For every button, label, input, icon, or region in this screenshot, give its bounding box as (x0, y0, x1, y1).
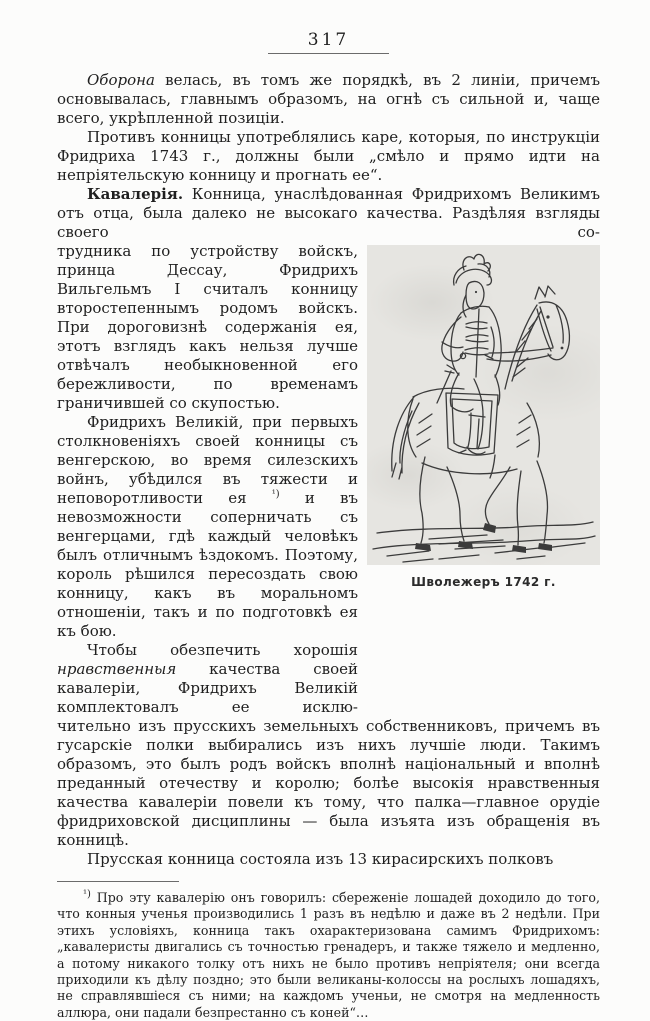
paragraph-text: Фридрихъ Великій, при первыхъ столкновеніяхъ своей конницы съ венгерскою, во время силезскихъ войнъ, убѣдился въ тяжести и неповоротливости ея (57, 413, 358, 507)
paragraph-text: Противъ конницы употреблялись каре, которыя, по инструкціи Фридриха 1743 г., должны были „смѣло и прямо идти на непріятельскую конницу и прогнать ее“. (57, 128, 600, 184)
paragraph-text: Чтобы обезпечить хорошія (87, 641, 358, 659)
page-header (57, 30, 600, 54)
footnote-ref: ¹) (271, 489, 280, 500)
paragraph-composition (57, 850, 600, 869)
text-and-illustration-section (57, 242, 600, 717)
paragraph-frederick (57, 413, 358, 641)
paragraph-recruitment (57, 717, 600, 850)
page-number: 317 (268, 30, 389, 54)
footnote (57, 890, 600, 1021)
horse (392, 286, 570, 553)
paragraph-text: Прусская конница состояла изъ 13 кирасирскихъ полковъ (87, 850, 554, 868)
paragraph-squares (57, 128, 600, 185)
paragraph-text: чительно изъ прусскихъ земельныхъ собственниковъ, причемъ въ гусарскіе полки выбирались изъ нихъ лучшіе люди. Такимъ образомъ, это былъ родъ войскъ вполнѣ національный и вполнѣ преданный отечеству и королю; болѣе высокія нравственныя качества кавалеріи повели къ тому, что палка—главное орудіе фридриховской дисциплины — была изъята изъ обращенія въ конницѣ. (57, 717, 600, 849)
paragraph-moral-qualities (57, 641, 358, 717)
horseman-illustration (367, 245, 600, 565)
saddle-cloth (446, 393, 498, 455)
emphasized-word: нравственныя (57, 660, 177, 678)
paragraph-text: и въ невозможности соперничать съ венгерцами, гдѣ каждый человѣкъ былъ отличнымъ ѣздокомъ. Поэтому, король рѣшился пересоздать свою конницу, какъ въ моральномъ отношеніи, такъ и по подготовкѣ ея къ бою. (57, 489, 358, 640)
paragraph-text: качества своей кавалеріи, Фридрихъ Великій комплектовалъ ее исклю- (57, 660, 358, 716)
footnote-text: Про эту кавалерію онъ говорилъ: сбереженіе лошадей доходило до того, что конныя ученья производились 1 разъ въ недѣлю и даже въ 2 недѣли. При этихъ условіяхъ, конница такъ охарактеризована самимъ Фридрихомъ: „кавалеристы двигались съ точностью гренадеръ, и также тяжело и медленно, а потому никакого толку отъ нихъ не было противъ непріятеля; они всегда приходили къ дѣлу поздно; это были великаны-колоссы на рослыхъ лошадяхъ, не справлявшіеся съ ними; на каждомъ ученьи, не смотря на медленность аллюра, они падали безпрестанно съ коней“… (57, 890, 600, 1020)
footnote-marker: ¹) (83, 888, 91, 900)
figure-caption: Шволежеръ 1742 г. (411, 575, 556, 589)
footnote-separator (57, 881, 179, 882)
paragraph-text: трудника по устройству войскъ, принца Дессау, Фридрихъ Вильгельмъ I считалъ конницу второстепеннымъ родомъ войскъ. При дороговизнѣ содержанія ея, этотъ взглядъ какъ нельзя лучше отвѣчалъ необыкновенной его бережливости, по временамъ граничившей со скупостью. (57, 242, 358, 412)
paragraph-lead-word: Кавалерія. (87, 185, 184, 203)
paragraph-defense (57, 71, 600, 128)
paragraph-cavalry-intro (57, 185, 600, 242)
paragraph-cavalry-wrap (57, 242, 358, 413)
paragraph-text: велась, въ томъ же порядкѣ, въ 2 линіи, причемъ основывалась, главнымъ образомъ, на огнѣ съ сильной и, чаще всего, укрѣпленной позиціи. (57, 71, 600, 127)
paragraph-lead-word: Оборона (87, 71, 155, 89)
paragraph-text: Конница, унаслѣдованная Фридрихомъ Великимъ отъ отца, была далеко не высокаго качества. Раздѣляя взгляды своего со- (57, 185, 600, 241)
illustration-figure (367, 245, 600, 589)
illustration-canvas (367, 245, 600, 565)
